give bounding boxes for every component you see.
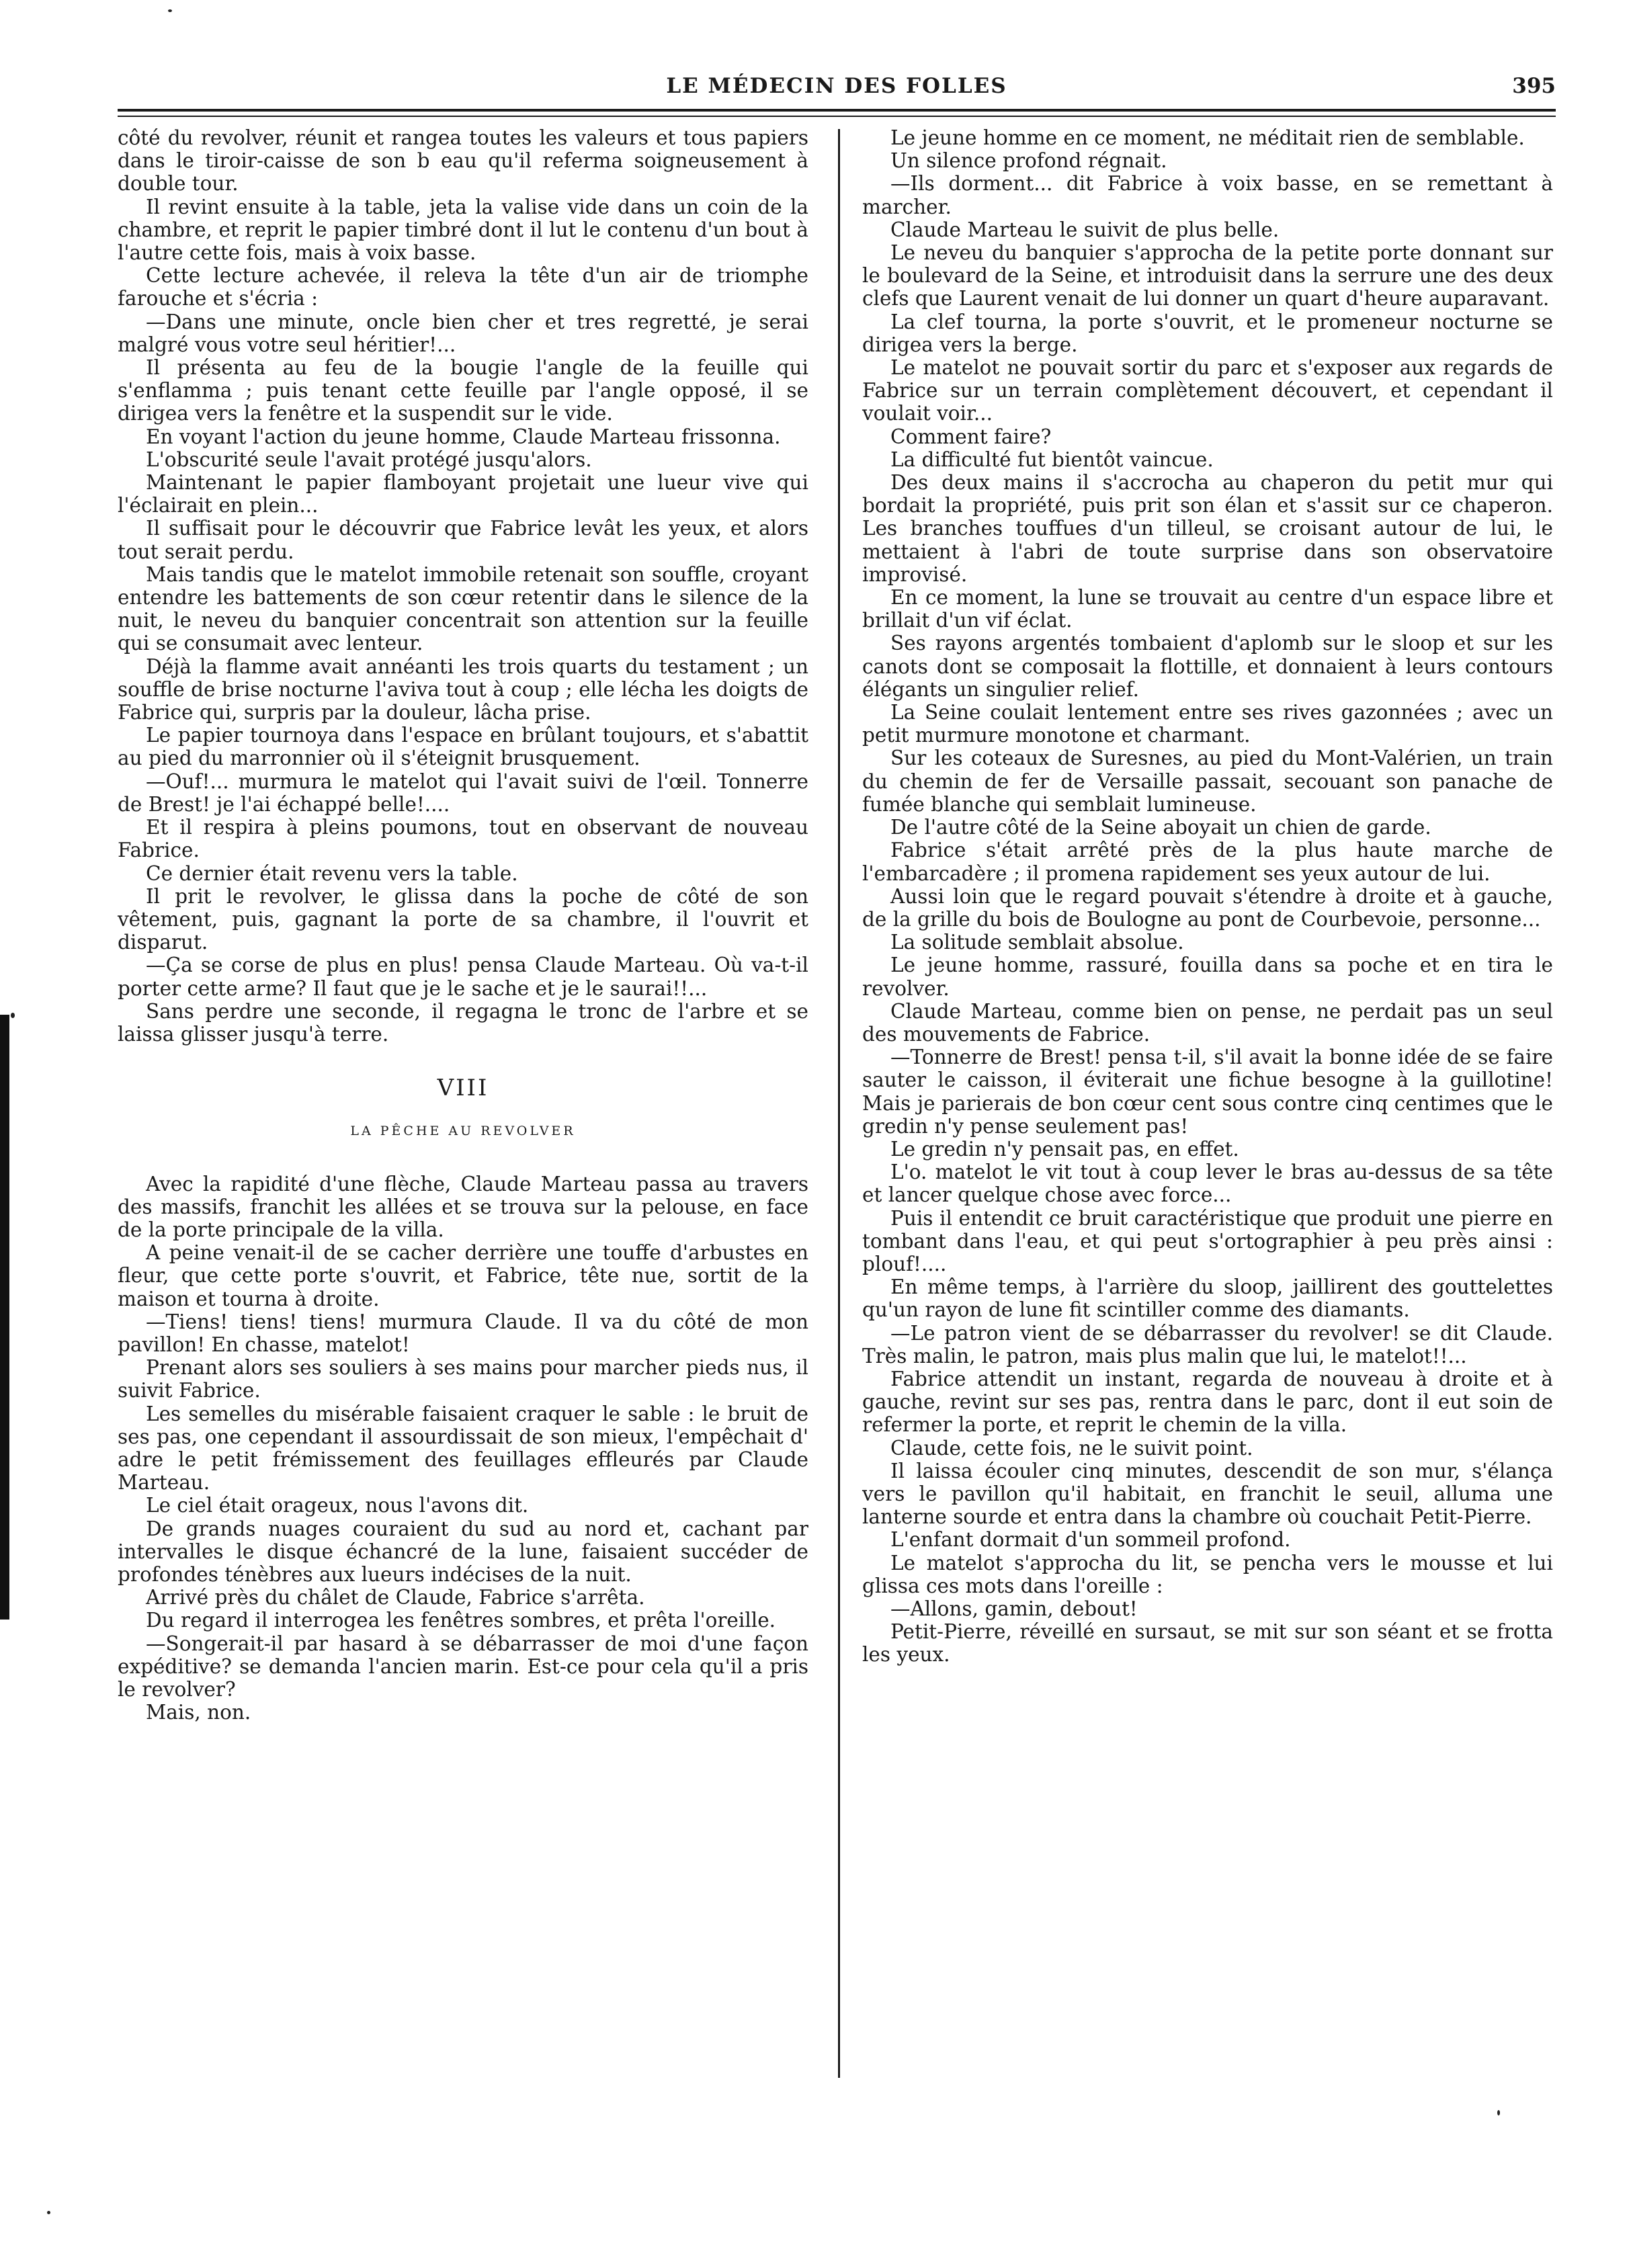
paragraph: Il prit le revolver, le glissa dans la poche de côté de son vêtement, puis, gagnant la porte de sa chambre, il l'ouvrit et disparut. <box>118 884 808 954</box>
header-rule-thick <box>118 109 1556 112</box>
paragraph: Prenant alors ses souliers à ses mains pour marcher pieds nus, il suivit Fabrice. <box>118 1356 808 1402</box>
paragraph: Un silence profond régnait. <box>890 149 1167 173</box>
paragraph: Sur les coteaux de Suresnes, au pied du Mont-Valérien, un train du chemin de fer de Versaille passait, secouant son panache de fumée blanche qui semblait lumineuse. <box>862 747 1553 816</box>
paragraph: Fabrice attendit un instant, regarda de nouveau à droite et à gauche, revint sur ses pas, rentra dans le parc, dont il eut soin de refermer la porte, et reprit le chemin de la villa. <box>862 1367 1553 1437</box>
paragraph: —Ça se corse de plus en plus! pensa Claude Marteau. Où va-t-il porter cette arme? Il faut que je le sache et je le saurai!!... <box>118 954 808 1000</box>
paragraph: La solitude semblait absolue. <box>890 931 1184 954</box>
paragraph: De l'autre côté de la Seine aboyait un chien de garde. <box>890 816 1431 839</box>
paragraph: Avec la rapidité d'une flèche, Claude Marteau passa au travers des massifs, franchit les allées et se trouva sur la pelouse, en face de la porte principale de la villa. <box>118 1172 808 1241</box>
paragraph: Le ciel était orageux, nous l'avons dit. <box>146 1494 529 1517</box>
paragraph: —Songerait-il par hasard à se débarrasser de moi d'une façon expéditive? se demanda l'ancien marin. Est-ce pour cela qu'il a pris le revolver? <box>118 1632 808 1701</box>
paragraph: De grands nuages couraient du sud au nord et, cachant par intervalles le disque échancré de la lune, faisaient succéder de profondes ténèbres aux lueurs indécises de la nuit. <box>118 1517 808 1586</box>
paragraph: L'enfant dormait d'un sommeil profond. <box>890 1528 1291 1552</box>
paragraph: Il suffisait pour le découvrir que Fabrice levât les yeux, et alors tout serait perdu. <box>118 517 808 563</box>
paragraph: Cette lecture achevée, il releva la tête d'un air de triomphe farouche et s'écria : <box>118 264 808 310</box>
ink-speck <box>168 9 172 12</box>
paragraph: —Tonnerre de Brest! pensa t-il, s'il avait la bonne idée de se faire sauter le caisson, il éviterait une fichue besogne à la guillotine! Mais je parierais de bon cœur cent sous contre cinq centimes que le gredin n'y pense seulement pas! <box>862 1046 1553 1138</box>
paragraph: Claude Marteau, comme bien on pense, ne perdait pas un seul des mouvements de Fabrice. <box>862 999 1553 1046</box>
paragraph: Du regard il interrogea les fenêtres sombres, et prêta l'oreille. <box>146 1609 776 1632</box>
right-column <box>862 126 1553 1667</box>
paragraph: Le neveu du banquier s'approcha de la petite porte donnant sur le boulevard de la Seine, et introduisit dans la serrure une des deux clefs que Laurent venait de lui donner un quart d'heure auparavant. <box>862 241 1553 310</box>
paragraph: Petit-Pierre, réveillé en sursaut, se mit sur son séant et se frotta les yeux. <box>862 1620 1553 1667</box>
paragraph: Claude, cette fois, ne le suivit point. <box>890 1436 1253 1460</box>
paragraph: —Ouf!... murmura le matelot qui l'avait suivi de l'œil. Tonnerre de Brest! je l'ai échappé belle!.... <box>118 769 808 816</box>
paragraph: La clef tourna, la porte s'ouvrit, et le promeneur nocturne se dirigea vers la berge. <box>862 310 1553 356</box>
paragraph: Le jeune homme en ce moment, ne méditait rien de semblable. <box>890 126 1525 149</box>
paragraph: —Allons, gamin, debout! <box>890 1597 1138 1620</box>
paragraph: Le gredin n'y pensait pas, en effet. <box>890 1137 1239 1161</box>
paragraph: En voyant l'action du jeune homme, Claude Marteau frissonna. <box>146 425 781 448</box>
paragraph: —Dans une minute, oncle bien cher et tres regretté, je serai malgré vous votre seul héritier!... <box>118 310 808 356</box>
paragraph: Déjà la flamme avait annéanti les trois quarts du testament ; un souffle de brise nocturne l'aviva tout à coup ; elle lécha les doigts de Fabrice qui, surpris par la douleur, lâcha prise. <box>118 655 808 724</box>
column-divider <box>838 129 840 2078</box>
paragraph: Aussi loin que le regard pouvait s'étendre à droite et à gauche, de la grille du bois de Boulogne au pont de Courbevoie, personne... <box>862 884 1553 931</box>
paragraph: Il laissa écouler cinq minutes, descendit de son mur, s'élança vers le pavillon qu'il habitait, en franchit le seuil, alluma une lanterne sourde et entra dans la chambre où couchait Petit-Pierre. <box>862 1459 1553 1529</box>
paragraph: Il présenta au feu de la bougie l'angle de la feuille qui s'enflamma ; puis tenant cette feuille par l'angle opposé, il se dirigea vers la fenêtre et la suspendit sur le vide. <box>118 356 808 425</box>
paragraph: Fabrice s'était arrêté près de la plus haute marche de l'embarcadère ; il promena rapidement ses yeux autour de lui. <box>862 839 1553 885</box>
running-title: LE MÉDECIN DES FOLLES <box>666 74 1007 98</box>
left-column <box>118 126 808 1724</box>
paragraph: L'obscurité seule l'avait protégé jusqu'alors. <box>146 448 592 471</box>
paragraph: La difficulté fut bientôt vaincue. <box>890 448 1214 471</box>
paragraph: Il revint ensuite à la table, jeta la valise vide dans un coin de la chambre, et reprit le papier timbré dont il lut le contenu d'un bout à l'autre cette fois, mais à voix basse. <box>118 195 808 265</box>
ink-speck <box>47 2211 50 2214</box>
paragraph: Le matelot ne pouvait sortir du parc et s'exposer aux regards de Fabrice sur un terrain complètement découvert, et cependant il voulait voir... <box>862 356 1553 425</box>
paragraph: Mais, non. <box>146 1701 251 1724</box>
paragraph: Claude Marteau le suivit de plus belle. <box>890 218 1280 241</box>
paragraph: Arrivé près du châlet de Claude, Fabrice s'arrêta. <box>146 1586 645 1609</box>
running-head <box>118 74 1556 108</box>
paragraph: Le jeune homme, rassuré, fouilla dans sa poche et en tira le revolver. <box>862 954 1553 1000</box>
paragraph: Puis il entendit ce bruit caractéristique que produit une pierre en tombant dans l'eau, et qui peut s'ortographier à peu près ainsi : plouf!.... <box>862 1206 1553 1275</box>
ink-speck <box>11 1013 15 1018</box>
paragraph: —Le patron vient de se débarrasser du revolver! se dit Claude. Très malin, le patron, mais plus malin que lui, le matelot!!... <box>862 1321 1553 1368</box>
paragraph: Le papier tournoya dans l'espace en brûlant toujours, et s'abattit au pied du marronnier où il s'éteignit brusquement. <box>118 724 808 770</box>
paragraph: La Seine coulait lentement entre ses rives gazonnées ; avec un petit murmure monotone et charmant. <box>862 701 1553 747</box>
paragraph: —Tiens! tiens! tiens! murmura Claude. Il va du côté de mon pavillon! En chasse, matelot! <box>118 1310 808 1356</box>
paragraph: A peine venait-il de se cacher derrière une touffe d'arbustes en fleur, que cette porte s'ouvrit, et Fabrice, tête nue, sortit de la maison et tourna à droite. <box>118 1241 808 1310</box>
chapter-title: LA PÊCHE AU REVOLVER <box>350 1124 576 1139</box>
paragraph: côté du revolver, réunit et rangea toutes les valeurs et tous papiers dans le tiroir-caisse de son b eau qu'il referma soigneusement à double tour. <box>118 126 808 196</box>
paragraph: Ses rayons argentés tombaient d'aplomb sur le sloop et sur les canots dont se composait la flottille, et donnaient à leurs contours élégants un singulier relief. <box>862 632 1553 701</box>
paragraph: Les semelles du misérable faisaient craquer le sable : le bruit de ses pas, one cependant il assourdissait de son mieux, l'empêchait d' adre le petit frémissement des feuillages effleurés par Claude Marteau. <box>118 1402 808 1495</box>
paragraph: Maintenant le papier flamboyant projetait une lueur vive qui l'éclairait en plein... <box>118 471 808 517</box>
paragraph: —Ils dorment... dit Fabrice à voix basse, en se remettant à marcher. <box>862 172 1553 218</box>
page-number: 395 <box>1512 74 1556 98</box>
paragraph: Ce dernier était revenu vers la table. <box>146 862 518 885</box>
paragraph: En même temps, à l'arrière du sloop, jaillirent des gouttelettes qu'un rayon de lune fit scintiller comme des diamants. <box>862 1275 1553 1322</box>
paragraph: Et il respira à pleins poumons, tout en observant de nouveau Fabrice. <box>118 816 808 862</box>
paragraph: Le matelot s'approcha du lit, se pencha vers le mousse et lui glissa ces mots dans l'oreille : <box>862 1551 1553 1597</box>
paragraph: Des deux mains il s'accrocha au chaperon du petit mur qui bordait la propriété, puis prit son élan et s'assit sur ce chaperon. Les branches touffues d'un tilleul, se croisant autour de lui, le mettaient à l'abri de toute surprise dans son observatoire improvisé. <box>862 471 1553 586</box>
header-rule-thin <box>118 116 1556 117</box>
paragraph: En ce moment, la lune se trouvait au centre d'un espace libre et brillait d'un vif éclat. <box>862 586 1553 632</box>
paragraph: Mais tandis que le matelot immobile retenait son souffle, croyant entendre les battements de son cœur retentir dans le silence de la nuit, le neveu du banquier concentrait son attention sur la feuille qui se consumait avec lenteur. <box>118 562 808 655</box>
paragraph: Comment faire? <box>890 425 1052 448</box>
paragraph: L'o. matelot le vit tout à coup lever le bras au-dessus de sa tête et lancer quelque chose avec force... <box>862 1161 1553 1207</box>
ink-speck <box>1497 2110 1500 2115</box>
scan-margin-bar <box>0 1015 9 1620</box>
paragraph: Sans perdre une seconde, il regagna le tronc de l'arbre et se laissa glisser jusqu'à terre. <box>118 999 808 1046</box>
chapter-number: VIII <box>437 1075 489 1102</box>
